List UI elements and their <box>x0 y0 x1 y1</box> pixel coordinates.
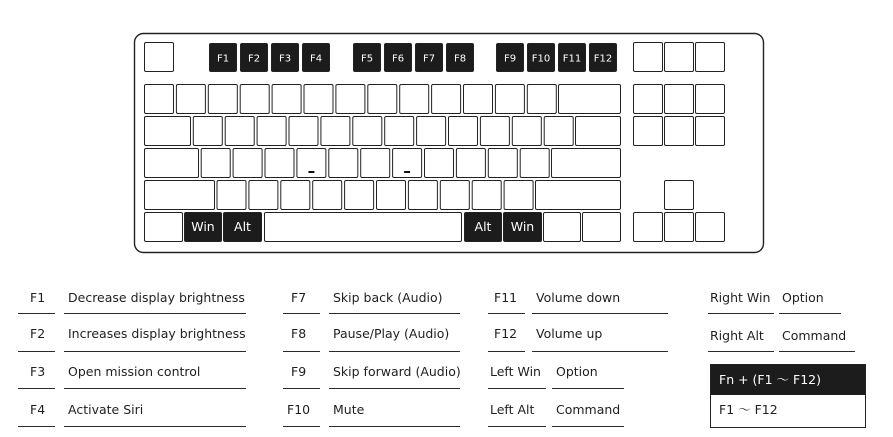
key-right-shift <box>536 181 621 210</box>
key-arrow-up <box>665 181 694 210</box>
key-nav <box>696 117 725 146</box>
legend-key-label: F7 <box>291 290 307 305</box>
divider <box>18 388 55 389</box>
key <box>527 85 556 114</box>
divider <box>64 351 246 352</box>
key-esc <box>145 43 174 72</box>
key <box>201 149 230 178</box>
fn-mode-box <box>710 364 866 428</box>
key <box>193 117 222 146</box>
key <box>240 85 269 114</box>
key-f5-label: F5 <box>360 53 374 65</box>
key-left-alt-label: Alt <box>234 219 251 234</box>
legend-desc: Pause/Play (Audio) <box>333 326 450 341</box>
divider <box>18 426 55 427</box>
key <box>512 117 541 146</box>
key-arrow <box>696 213 725 242</box>
key-capslock <box>145 149 199 178</box>
key-backspace <box>559 85 621 114</box>
legend-desc: Activate Siri <box>68 402 144 417</box>
legend-key-label: Right Alt <box>710 328 764 343</box>
key-right-ctrl <box>583 213 621 242</box>
key <box>520 149 549 178</box>
key-f1-label: F1 <box>216 53 230 65</box>
divider <box>779 351 855 352</box>
legend-key-label: F1 <box>30 290 46 305</box>
key-tab <box>145 117 191 146</box>
divider <box>18 351 55 352</box>
divider <box>488 426 546 427</box>
key <box>361 149 390 178</box>
divider <box>488 351 525 352</box>
legend-desc: Volume down <box>536 290 621 305</box>
key-nav <box>665 117 694 146</box>
legend-key-label: Left Alt <box>490 402 535 417</box>
key <box>249 181 278 210</box>
key-nav <box>634 43 663 72</box>
key-f11-label: F11 <box>562 53 582 65</box>
divider <box>488 388 546 389</box>
key <box>272 85 301 114</box>
divider <box>779 313 841 314</box>
key-nav <box>696 43 725 72</box>
divider <box>329 313 460 314</box>
divider <box>283 426 320 427</box>
key-f10-label: F10 <box>531 53 551 65</box>
key <box>449 117 478 146</box>
key <box>225 117 254 146</box>
key <box>456 149 485 178</box>
key <box>544 117 573 146</box>
legend-key-label: F9 <box>291 364 307 379</box>
divider <box>532 351 668 352</box>
key <box>464 85 493 114</box>
key-space <box>265 213 462 242</box>
key <box>488 149 517 178</box>
key <box>385 117 414 146</box>
key-arrow <box>665 213 694 242</box>
legend-desc: Skip forward (Audio) <box>333 364 461 379</box>
fn-mode-body: F1 ～ F12 <box>719 402 778 417</box>
key-nav <box>634 85 663 114</box>
key <box>145 85 174 114</box>
key-f12-label: F12 <box>593 53 613 65</box>
key <box>304 85 333 114</box>
key-left-shift <box>145 181 215 210</box>
home-bump <box>308 171 314 173</box>
home-bump <box>404 171 410 173</box>
key <box>281 181 310 210</box>
key-nav <box>665 85 694 114</box>
key-f2-label: F2 <box>247 53 261 65</box>
key <box>313 181 342 210</box>
divider <box>708 351 774 352</box>
legend-desc: Command <box>556 402 621 417</box>
key <box>297 149 326 178</box>
key <box>417 117 446 146</box>
key-fn <box>544 213 581 242</box>
key <box>233 149 262 178</box>
key-right-alt-label: Alt <box>474 219 492 234</box>
key <box>257 117 286 146</box>
divider <box>329 426 460 427</box>
key-enter <box>552 149 621 178</box>
legend-key-label: Right Win <box>710 290 771 305</box>
divider <box>64 313 246 314</box>
legend-key-label: F3 <box>30 364 46 379</box>
key-f7-label: F7 <box>422 53 436 65</box>
legend-key-label: Left Win <box>490 364 541 379</box>
legend-desc: Option <box>556 364 598 379</box>
divider <box>283 388 320 389</box>
key-f6-label: F6 <box>391 53 405 65</box>
divider <box>552 426 624 427</box>
key <box>368 85 397 114</box>
legend-desc: Increases display brightness <box>68 326 246 341</box>
divider <box>488 313 525 314</box>
key-right-win-label: Win <box>510 219 535 234</box>
key <box>329 149 358 178</box>
legend-desc: Decrease display brightness <box>68 290 245 305</box>
key <box>495 85 524 114</box>
key <box>504 181 533 210</box>
key-f9-label: F9 <box>503 53 517 65</box>
key-arrow <box>634 213 663 242</box>
divider <box>552 388 624 389</box>
legend-key-label: F10 <box>287 402 311 417</box>
key-nav <box>665 43 694 72</box>
divider <box>532 313 668 314</box>
legend-key-label: F12 <box>494 326 518 341</box>
key <box>217 181 246 210</box>
key-nav <box>696 85 725 114</box>
key <box>265 149 294 178</box>
key <box>289 117 318 146</box>
fn-mode-header: Fn + (F1 ～ F12) <box>711 365 865 395</box>
divider <box>64 426 246 427</box>
key <box>176 85 205 114</box>
key <box>345 181 374 210</box>
divider <box>18 313 55 314</box>
key <box>208 85 237 114</box>
key <box>336 85 365 114</box>
legend-key-label: F2 <box>30 326 46 341</box>
divider <box>283 313 320 314</box>
legend-desc: Mute <box>333 402 365 417</box>
key-f3-label: F3 <box>278 53 292 65</box>
key-nav <box>634 117 663 146</box>
legend-desc: Option <box>782 290 824 305</box>
legend-key-label: F11 <box>494 290 518 305</box>
legend-desc: Skip back (Audio) <box>333 290 443 305</box>
key <box>432 85 461 114</box>
key-backslash <box>576 117 621 146</box>
legend-desc: Open mission control <box>68 364 201 379</box>
key <box>440 181 469 210</box>
key <box>400 85 429 114</box>
divider <box>64 388 246 389</box>
key-left-ctrl <box>145 213 183 242</box>
divider <box>329 351 460 352</box>
legend-desc: Volume up <box>536 326 603 341</box>
key-f8-label: F8 <box>453 53 467 65</box>
key <box>393 149 422 178</box>
key <box>377 181 406 210</box>
divider <box>329 388 460 389</box>
key-f4-label: F4 <box>309 53 323 65</box>
key-left-win-label: Win <box>191 219 215 234</box>
legend-key-label: F8 <box>291 326 307 341</box>
legend-desc: Command <box>782 328 847 343</box>
legend-key-label: F4 <box>30 402 46 417</box>
key <box>353 117 382 146</box>
key <box>321 117 350 146</box>
key <box>408 181 437 210</box>
key <box>480 117 509 146</box>
key <box>472 181 501 210</box>
divider <box>283 351 320 352</box>
divider <box>708 313 774 314</box>
key <box>425 149 454 178</box>
